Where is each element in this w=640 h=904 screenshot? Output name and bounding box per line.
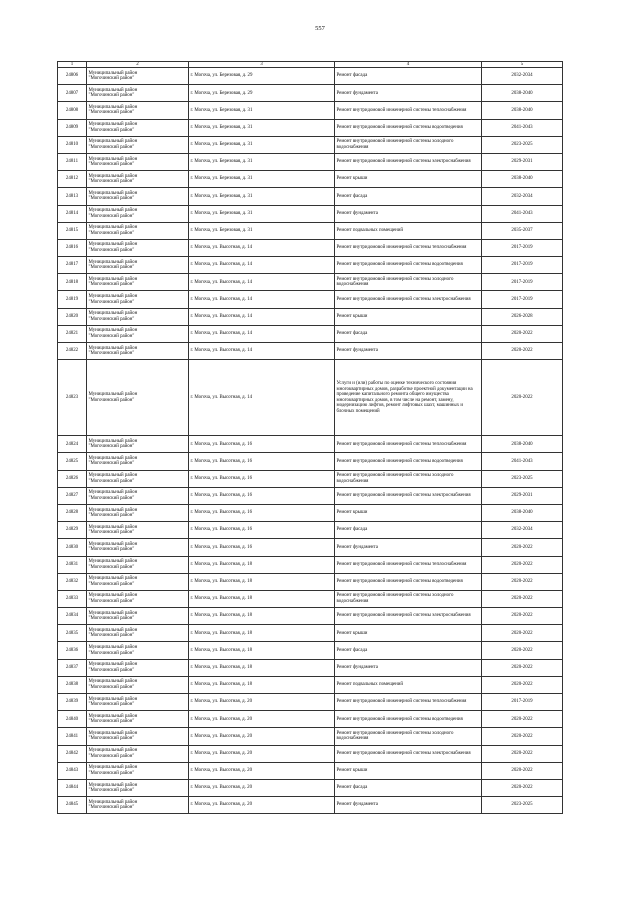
row-number-cell: 24844 [58, 779, 87, 796]
period-cell: 2023-2025 [482, 136, 563, 153]
municipality-cell: Муниципальный район "Могочинский район" [87, 694, 189, 711]
address-cell: г. Могоча, ул. Березовая, д. 29 [189, 68, 335, 85]
work-type-cell: Ремонт фасада [335, 68, 482, 85]
page-number: 557 [315, 25, 325, 32]
table-row [58, 797, 563, 814]
municipality-cell: Муниципальный район "Могочинский район" [87, 274, 189, 291]
work-type-cell: Ремонт фундамента [335, 539, 482, 556]
municipality-cell: Муниципальный район "Могочинский район" [87, 539, 189, 556]
period-cell: 2020-2022 [482, 625, 563, 642]
work-type-cell: Ремонт фасада [335, 522, 482, 539]
column-number: 3 [189, 62, 335, 68]
municipality-cell: Муниципальный район "Могочинский район" [87, 239, 189, 256]
period-cell: 2020-2022 [482, 608, 563, 625]
row-number-cell: 24827 [58, 487, 87, 504]
table-row [58, 239, 563, 256]
municipality-cell: Муниципальный район "Могочинский район" [87, 188, 189, 205]
municipality-cell: Муниципальный район "Могочинский район" [87, 291, 189, 308]
address-cell: г. Могоча, ул. Высотная, д. 20 [189, 694, 335, 711]
period-cell: 2020-2022 [482, 556, 563, 573]
municipality-cell: Муниципальный район "Могочинский район" [87, 487, 189, 504]
table-row [58, 522, 563, 539]
period-cell: 2020-2022 [482, 360, 563, 436]
work-type-cell: Ремонт внутридомовой инженерной системы водоотведения [335, 453, 482, 470]
municipality-cell: Муниципальный район "Могочинский район" [87, 325, 189, 342]
period-cell: 2020-2022 [482, 676, 563, 693]
table-row [58, 728, 563, 745]
period-cell: 2038-2040 [482, 436, 563, 453]
address-cell: г. Могоча, ул. Высотная, д. 16 [189, 539, 335, 556]
address-cell: г. Могоча, ул. Высотная, д. 20 [189, 779, 335, 796]
period-cell: 2038-2040 [482, 171, 563, 188]
period-cell: 2017-2019 [482, 291, 563, 308]
municipality-cell: Муниципальный район "Могочинский район" [87, 728, 189, 745]
row-number-cell: 24826 [58, 470, 87, 487]
municipality-cell: Муниципальный район "Могочинский район" [87, 797, 189, 814]
table-row [58, 608, 563, 625]
period-cell: 2023-2025 [482, 797, 563, 814]
address-cell: г. Могоча, ул. Высотная, д. 16 [189, 436, 335, 453]
period-cell: 2020-2022 [482, 343, 563, 360]
table-row [58, 343, 563, 360]
address-cell: г. Могоча, ул. Высотная, д. 18 [189, 573, 335, 590]
address-cell: г. Могоча, ул. Высотная, д. 14 [189, 239, 335, 256]
work-type-cell: Ремонт внутридомовой инженерной системы холодного водоснабжения [335, 590, 482, 607]
address-cell: г. Могоча, ул. Высотная, д. 14 [189, 308, 335, 325]
period-cell: 2020-2022 [482, 659, 563, 676]
row-number-cell: 24807 [58, 85, 87, 102]
table-row [58, 745, 563, 762]
municipality-cell: Муниципальный район "Могочинский район" [87, 556, 189, 573]
municipality-cell: Муниципальный район "Могочинский район" [87, 659, 189, 676]
row-number-cell: 24820 [58, 308, 87, 325]
table-row [58, 68, 563, 85]
address-cell: г. Могоча, ул. Березовая, д. 31 [189, 188, 335, 205]
row-number-cell: 24817 [58, 257, 87, 274]
row-number-cell: 24829 [58, 522, 87, 539]
address-cell: г. Могоча, ул. Высотная, д. 16 [189, 522, 335, 539]
work-type-cell: Ремонт фасада [335, 325, 482, 342]
row-number-cell: 24840 [58, 711, 87, 728]
work-type-cell: Ремонт внутридомовой инженерной системы водоотведения [335, 257, 482, 274]
municipality-cell: Муниципальный район "Могочинский район" [87, 745, 189, 762]
table-row [58, 188, 563, 205]
municipality-cell: Муниципальный район "Могочинский район" [87, 68, 189, 85]
address-cell: г. Могоча, ул. Высотная, д. 14 [189, 343, 335, 360]
work-type-cell: Ремонт внутридомовой инженерной системы холодного водоснабжения [335, 274, 482, 291]
table-row [58, 453, 563, 470]
row-number-cell: 24830 [58, 539, 87, 556]
period-cell: 2020-2022 [482, 762, 563, 779]
work-type-cell: Ремонт внутридомовой инженерной системы холодного водоснабжения [335, 470, 482, 487]
work-type-cell: Ремонт внутридомовой инженерной системы электроснабжения [335, 608, 482, 625]
table-row [58, 205, 563, 222]
municipality-cell: Муниципальный район "Могочинский район" [87, 711, 189, 728]
municipality-cell: Муниципальный район "Могочинский район" [87, 676, 189, 693]
period-cell: 2020-2022 [482, 539, 563, 556]
work-type-cell: Ремонт фундамента [335, 85, 482, 102]
row-number-cell: 24842 [58, 745, 87, 762]
work-type-cell: Ремонт фундамента [335, 659, 482, 676]
municipality-cell: Муниципальный район "Могочинский район" [87, 470, 189, 487]
period-cell: 2026-2028 [482, 308, 563, 325]
period-cell: 2020-2022 [482, 642, 563, 659]
work-type-cell: Ремонт фасада [335, 642, 482, 659]
municipality-cell: Муниципальный район "Могочинский район" [87, 762, 189, 779]
address-cell: г. Могоча, ул. Березовая, д. 31 [189, 102, 335, 119]
table-row [58, 470, 563, 487]
period-cell: 2020-2022 [482, 590, 563, 607]
address-cell: г. Могоча, ул. Высотная, д. 14 [189, 257, 335, 274]
row-number-cell: 24816 [58, 239, 87, 256]
row-number-cell: 24818 [58, 274, 87, 291]
period-cell: 2017-2019 [482, 694, 563, 711]
period-cell: 2020-2022 [482, 573, 563, 590]
period-cell: 2020-2022 [482, 325, 563, 342]
table-row [58, 222, 563, 239]
table-row [58, 676, 563, 693]
period-cell: 2029-2031 [482, 487, 563, 504]
address-cell: г. Могоча, ул. Высотная, д. 14 [189, 325, 335, 342]
address-cell: г. Могоча, ул. Высотная, д. 14 [189, 274, 335, 291]
address-cell: г. Могоча, ул. Высотная, д. 20 [189, 762, 335, 779]
work-type-cell: Ремонт внутридомовой инженерной системы теплоснабжения [335, 239, 482, 256]
column-number: 1 [58, 62, 87, 68]
work-type-cell: Ремонт внутридомовой инженерной системы электроснабжения [335, 291, 482, 308]
period-cell: 2020-2022 [482, 728, 563, 745]
table-row [58, 487, 563, 504]
row-number-cell: 24812 [58, 171, 87, 188]
table-row [58, 257, 563, 274]
table-row [58, 590, 563, 607]
municipality-cell: Муниципальный район "Могочинский район" [87, 779, 189, 796]
address-cell: г. Могоча, ул. Высотная, д. 16 [189, 453, 335, 470]
table-row [58, 291, 563, 308]
work-type-cell: Ремонт внутридомовой инженерной системы теплоснабжения [335, 102, 482, 119]
period-cell: 2041-2043 [482, 119, 563, 136]
row-number-cell: 24838 [58, 676, 87, 693]
work-type-cell: Ремонт внутридомовой инженерной системы электроснабжения [335, 487, 482, 504]
period-cell: 2020-2022 [482, 711, 563, 728]
period-cell: 2023-2025 [482, 470, 563, 487]
address-cell: г. Могоча, ул. Высотная, д. 18 [189, 590, 335, 607]
table-row [58, 625, 563, 642]
municipality-cell: Муниципальный район "Могочинский район" [87, 136, 189, 153]
row-number-cell: 24808 [58, 102, 87, 119]
address-cell: г. Могоча, ул. Березовая, д. 29 [189, 85, 335, 102]
address-cell: г. Могоча, ул. Березовая, д. 31 [189, 222, 335, 239]
table-row [58, 556, 563, 573]
table-row [58, 102, 563, 119]
address-cell: г. Могоча, ул. Высотная, д. 18 [189, 642, 335, 659]
table-row [58, 659, 563, 676]
row-number-cell: 24828 [58, 504, 87, 521]
address-cell: г. Могоча, ул. Высотная, д. 20 [189, 711, 335, 728]
address-cell: г. Могоча, ул. Высотная, д. 20 [189, 728, 335, 745]
period-cell: 2020-2022 [482, 745, 563, 762]
municipality-cell: Муниципальный район "Могочинский район" [87, 573, 189, 590]
period-cell: 2032-2034 [482, 522, 563, 539]
table-row [58, 779, 563, 796]
address-cell: г. Могоча, ул. Высотная, д. 20 [189, 797, 335, 814]
work-type-cell: Ремонт крыши [335, 504, 482, 521]
address-cell: г. Могоча, ул. Высотная, д. 14 [189, 360, 335, 436]
table-row [58, 119, 563, 136]
work-type-cell: Ремонт фундамента [335, 797, 482, 814]
work-type-cell: Ремонт фасада [335, 188, 482, 205]
row-number-cell: 24809 [58, 119, 87, 136]
register-table [57, 61, 563, 814]
table-row [58, 436, 563, 453]
row-number-cell: 24815 [58, 222, 87, 239]
table-row [58, 274, 563, 291]
address-cell: г. Могоча, ул. Высотная, д. 20 [189, 745, 335, 762]
table-row [58, 694, 563, 711]
row-number-cell: 24831 [58, 556, 87, 573]
period-cell: 2038-2040 [482, 102, 563, 119]
municipality-cell: Муниципальный район "Могочинский район" [87, 360, 189, 436]
work-type-cell: Ремонт внутридомовой инженерной системы водоотведения [335, 711, 482, 728]
work-type-cell: Ремонт крыши [335, 308, 482, 325]
table-row [58, 504, 563, 521]
municipality-cell: Муниципальный район "Могочинский район" [87, 453, 189, 470]
municipality-cell: Муниципальный район "Могочинский район" [87, 85, 189, 102]
table-row [58, 153, 563, 170]
period-cell: 2032-2034 [482, 188, 563, 205]
table-row [58, 171, 563, 188]
work-type-cell: Ремонт внутридомовой инженерной системы холодного водоснабжения [335, 728, 482, 745]
municipality-cell: Муниципальный район "Могочинский район" [87, 222, 189, 239]
municipality-cell: Муниципальный район "Могочинский район" [87, 102, 189, 119]
row-number-cell: 24823 [58, 360, 87, 436]
row-number-cell: 24845 [58, 797, 87, 814]
column-number: 5 [482, 62, 563, 68]
work-type-cell: Ремонт внутридомовой инженерной системы водоотведения [335, 573, 482, 590]
table-row [58, 325, 563, 342]
municipality-cell: Муниципальный район "Могочинский район" [87, 119, 189, 136]
municipality-cell: Муниципальный район "Могочинский район" [87, 257, 189, 274]
row-number-cell: 24821 [58, 325, 87, 342]
work-type-cell: Ремонт крыши [335, 762, 482, 779]
table-row [58, 360, 563, 436]
row-number-cell: 24819 [58, 291, 87, 308]
row-number-cell: 24811 [58, 153, 87, 170]
period-cell: 2041-2043 [482, 205, 563, 222]
period-cell: 2038-2040 [482, 85, 563, 102]
work-type-cell: Ремонт крыши [335, 625, 482, 642]
work-type-cell: Ремонт фасада [335, 779, 482, 796]
work-type-cell: Ремонт внутридомовой инженерной системы электроснабжения [335, 745, 482, 762]
row-number-cell: 24835 [58, 625, 87, 642]
address-cell: г. Могоча, ул. Березовая, д. 31 [189, 119, 335, 136]
municipality-cell: Муниципальный район "Могочинский район" [87, 153, 189, 170]
municipality-cell: Муниципальный район "Могочинский район" [87, 642, 189, 659]
table-row [58, 711, 563, 728]
work-type-cell: Ремонт внутридомовой инженерной системы теплоснабжения [335, 694, 482, 711]
row-number-cell: 24839 [58, 694, 87, 711]
table-row [58, 539, 563, 556]
work-type-cell: Ремонт крыши [335, 171, 482, 188]
work-type-cell: Услуги и (или) работы по оценке технического состояния многоквартирных домов, разработке проектной документации на проведение капитального ремонта общего имущества многоквартирных домов, в том числе на ремонт, замену, модернизацию лифтов, ремонт лифтовых шахт, машинных и блочных помещений [335, 360, 482, 436]
row-number-cell: 24814 [58, 205, 87, 222]
municipality-cell: Муниципальный район "Могочинский район" [87, 343, 189, 360]
table-row [58, 762, 563, 779]
work-type-cell: Ремонт подвальных помещений [335, 222, 482, 239]
period-cell: 2017-2019 [482, 239, 563, 256]
work-type-cell: Ремонт внутридомовой инженерной системы водоотведения [335, 119, 482, 136]
row-number-cell: 24824 [58, 436, 87, 453]
row-number-cell: 24822 [58, 343, 87, 360]
work-type-cell: Ремонт внутридомовой инженерной системы электроснабжения [335, 153, 482, 170]
row-number-cell: 24836 [58, 642, 87, 659]
address-cell: г. Могоча, ул. Высотная, д. 18 [189, 625, 335, 642]
municipality-cell: Муниципальный район "Могочинский район" [87, 625, 189, 642]
address-cell: г. Могоча, ул. Березовая, д. 31 [189, 153, 335, 170]
period-cell: 2041-2043 [482, 453, 563, 470]
municipality-cell: Муниципальный район "Могочинский район" [87, 590, 189, 607]
period-cell: 2017-2019 [482, 274, 563, 291]
address-cell: г. Могоча, ул. Высотная, д. 18 [189, 556, 335, 573]
period-cell: 2032-2034 [482, 68, 563, 85]
table-row [58, 642, 563, 659]
municipality-cell: Муниципальный район "Могочинский район" [87, 522, 189, 539]
row-number-cell: 24806 [58, 68, 87, 85]
row-number-cell: 24834 [58, 608, 87, 625]
address-cell: г. Могоча, ул. Березовая, д. 31 [189, 136, 335, 153]
table-row [58, 136, 563, 153]
address-cell: г. Могоча, ул. Высотная, д. 18 [189, 676, 335, 693]
row-number-cell: 24825 [58, 453, 87, 470]
row-number-cell: 24837 [58, 659, 87, 676]
row-number-cell: 24813 [58, 188, 87, 205]
work-type-cell: Ремонт внутридомовой инженерной системы холодного водоснабжения [335, 136, 482, 153]
row-number-cell: 24843 [58, 762, 87, 779]
work-type-cell: Ремонт подвальных помещений [335, 676, 482, 693]
municipality-cell: Муниципальный район "Могочинский район" [87, 205, 189, 222]
municipality-cell: Муниципальный район "Могочинский район" [87, 608, 189, 625]
period-cell: 2035-2037 [482, 222, 563, 239]
municipality-cell: Муниципальный район "Могочинский район" [87, 436, 189, 453]
address-cell: г. Могоча, ул. Высотная, д. 18 [189, 608, 335, 625]
work-type-cell: Ремонт внутридомовой инженерной системы теплоснабжения [335, 556, 482, 573]
column-number: 4 [335, 62, 482, 68]
row-number-cell: 24833 [58, 590, 87, 607]
column-number: 2 [87, 62, 189, 68]
row-number-cell: 24832 [58, 573, 87, 590]
address-cell: г. Могоча, ул. Высотная, д. 18 [189, 659, 335, 676]
period-cell: 2038-2040 [482, 504, 563, 521]
municipality-cell: Муниципальный район "Могочинский район" [87, 171, 189, 188]
address-cell: г. Могоча, ул. Березовая, д. 31 [189, 171, 335, 188]
address-cell: г. Могоча, ул. Березовая, д. 31 [189, 205, 335, 222]
period-cell: 2029-2031 [482, 153, 563, 170]
address-cell: г. Могоча, ул. Высотная, д. 16 [189, 504, 335, 521]
table-row [58, 573, 563, 590]
table-row [58, 85, 563, 102]
municipality-cell: Муниципальный район "Могочинский район" [87, 504, 189, 521]
address-cell: г. Могоча, ул. Высотная, д. 16 [189, 487, 335, 504]
row-number-cell: 24810 [58, 136, 87, 153]
work-type-cell: Ремонт фундамента [335, 205, 482, 222]
row-number-cell: 24841 [58, 728, 87, 745]
work-type-cell: Ремонт фундамента [335, 343, 482, 360]
address-cell: г. Могоча, ул. Высотная, д. 14 [189, 291, 335, 308]
municipality-cell: Муниципальный район "Могочинский район" [87, 308, 189, 325]
work-type-cell: Ремонт внутридомовой инженерной системы теплоснабжения [335, 436, 482, 453]
period-cell: 2020-2022 [482, 779, 563, 796]
table-row [58, 308, 563, 325]
address-cell: г. Могоча, ул. Высотная, д. 16 [189, 470, 335, 487]
period-cell: 2017-2019 [482, 257, 563, 274]
